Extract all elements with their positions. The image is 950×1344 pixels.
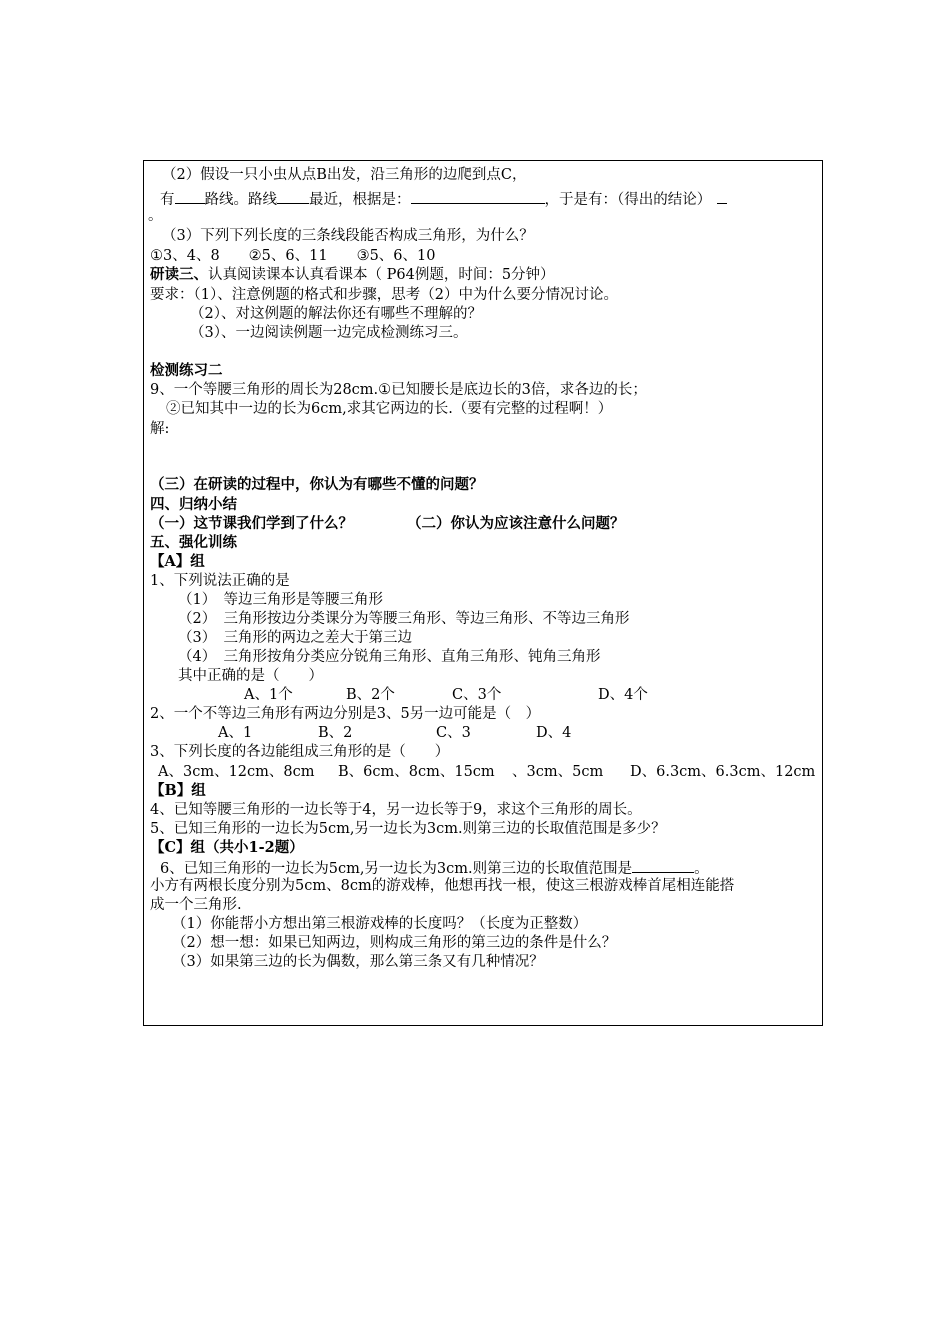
group-heading: 【B】组 (150, 782, 206, 799)
text-line: 5、已知三角形的一边长为5cm,另一边长为3cm.则第三边的长取值范围是多少？ (150, 821, 666, 837)
text-line: （2） 三角形按边分类课分为等腰三角形、等边三角形、不等边三角形 (178, 611, 630, 627)
blank (411, 189, 545, 204)
choice-option: A、1个 (244, 687, 293, 703)
text-line: 1、下列说法正确的是 (150, 573, 290, 589)
choice-option: 、3cm、5cm (512, 764, 604, 780)
text-line: （2）想一想：如果已知两边，则构成三角形的第三边的条件是什么？ (172, 935, 617, 951)
group-heading: 【C】组（共小1-2题） (150, 839, 304, 856)
group-heading: 【A】组 (150, 553, 205, 570)
text-line: 4、已知等腰三角形的一边长等于4，另一边长等于9，求这个三角形的周长。 (150, 802, 642, 818)
blank (632, 858, 694, 873)
text-line: （3）、一边阅读例题一边完成检测练习三。 (190, 325, 468, 341)
choice-option: D、4 (536, 725, 572, 741)
choice-option: B、2个 (346, 687, 395, 703)
blank (277, 189, 309, 204)
section-heading: 四、归纳小结 (150, 496, 237, 513)
text-line: 要求：（1）、注意例题的格式和步骤，思考（2）中为什么要分情况讨论。 (150, 287, 618, 303)
text-line: 2、一个不等边三角形有两边分别是3、5另一边可能是（ ） (150, 706, 541, 722)
section-heading: 检测练习二 (150, 362, 223, 379)
text-line: 9、一个等腰三角形的周长为28cm.①已知腰长是底边长的3倍，求各边的长； (150, 382, 647, 398)
blank (175, 189, 205, 204)
text-line: （1）你能帮小方想出第三根游戏棒的长度吗？（长度为正整数） (172, 916, 588, 932)
text-line: 。 (148, 208, 163, 224)
text-line: （2）假设一只小虫从点B出发，沿三角形的边爬到点C， (162, 167, 527, 183)
summary-line: （一）这节课我们学到了什么？ （二）你认为应该注意什么问题？ (150, 515, 625, 532)
blank (717, 189, 727, 204)
text-line: 解: (150, 421, 170, 437)
text-line: （2）、对这例题的解法你还有哪些不理解的？ (190, 306, 482, 322)
section-heading: （三）在研读的过程中，你认为有哪些不懂的问题？ (150, 476, 484, 493)
text-line: 3、下列长度的各边能组成三角形的是（ ） (150, 744, 450, 760)
choice-option: D、6.3cm、6.3cm、12cm (630, 764, 816, 780)
choice-option: C、3 (436, 725, 471, 741)
text-line: （3）如果第三边的长为偶数，那么第三条又有几种情况？ (172, 954, 544, 970)
text-line: 小方有两根长度分别为5cm、8cm的游戏棒，他想再找一根，使这三根游戏棒首尾相连能搭 (150, 878, 735, 894)
text-line: （4） 三角形按角分类应分锐角三角形、直角三角形、钝角三角形 (178, 649, 601, 665)
question-blank-line: 6、已知三角形的一边长为5cm,另一边长为3cm.则第三边的长取值范围是 。 (160, 858, 709, 878)
text-line: （1） 等边三角形是等腰三角形 (178, 592, 383, 608)
choice-option: A、1 (218, 725, 253, 741)
text-line: ①3、4、8 ②5、6、11 ③5、6、10 (150, 248, 436, 264)
text-line: 其中正确的是（ ） (178, 668, 323, 684)
choice-option: D、4个 (598, 687, 648, 703)
section-heading-line: 研读三、认真阅读课本认真看课本（ P64例题，时间：5分钟） (150, 266, 555, 283)
text-line: （3）下列下列长度的三条线段能否构成三角形，为什么？ (162, 228, 534, 244)
choice-option: B、2 (318, 725, 353, 741)
question-blank-line: 有 路线。路线 最近，根据是： ，于是有：（得出的结论） (160, 189, 727, 209)
text-line: ②已知其中一边的长为6cm,求其它两边的长.（要有完整的过程啊！） (166, 401, 613, 417)
choice-option: A、3cm、12cm、8cm (158, 764, 315, 780)
choice-option: C、3个 (452, 687, 502, 703)
choice-option: B、6cm、8cm、15cm (338, 764, 495, 780)
text-line: 成一个三角形. (150, 897, 242, 913)
section-heading: 五、强化训练 (150, 534, 237, 551)
text-line: （3） 三角形的两边之差大于第三边 (178, 630, 412, 646)
